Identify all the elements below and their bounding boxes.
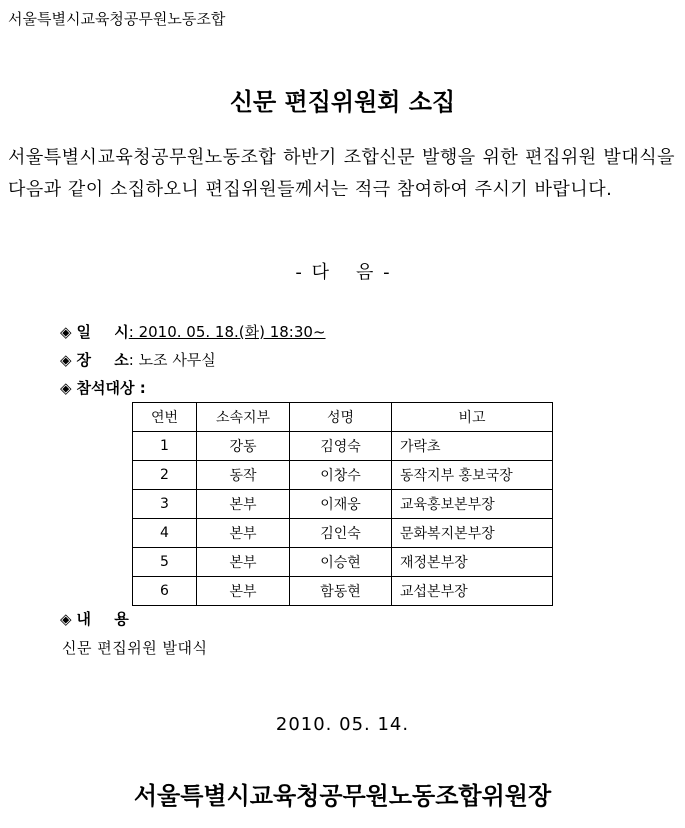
table-row — [133, 577, 553, 606]
table-row — [133, 548, 553, 577]
cell-branch: 본부 — [197, 519, 290, 548]
cell-name: 이창수 — [290, 461, 392, 490]
date-row — [60, 321, 326, 342]
cell-name: 이승현 — [290, 548, 392, 577]
cell-branch: 본부 — [197, 548, 290, 577]
place-row — [60, 349, 216, 370]
diamond-bullet-icon: ◈ — [60, 350, 72, 369]
cell-note: 동작지부 홍보국장 — [392, 461, 553, 490]
cell-note: 교육홍보본부장 — [392, 490, 553, 519]
cell-number: 1 — [133, 432, 197, 461]
document-date: 2010. 05. 14. — [275, 714, 410, 735]
cell-number: 4 — [133, 519, 197, 548]
table-row — [133, 432, 553, 461]
table-row — [133, 490, 553, 519]
diamond-bullet-icon: ◈ — [60, 609, 72, 628]
date-label: 일 시 — [76, 323, 129, 341]
header-branch: 소속지부 — [197, 403, 290, 432]
cell-number: 2 — [133, 461, 197, 490]
organization-header: 서울특별시교육청공무원노동조합 — [8, 10, 226, 28]
cell-branch: 강동 — [197, 432, 290, 461]
table-header-row — [133, 403, 553, 432]
table-row — [133, 461, 553, 490]
cell-note: 문화복지본부장 — [392, 519, 553, 548]
place-label: 장 소 — [76, 351, 129, 369]
cell-note: 가락초 — [392, 432, 553, 461]
diamond-bullet-icon: ◈ — [60, 322, 72, 341]
content-label: 내 용 — [76, 610, 129, 628]
intro-paragraph: 서울특별시교육청공무원노동조합 하반기 조합신문 발행을 위한 편집위원 발대식을 다음과 같이 소집하오니 편집위원들께서는 적극 참여하여 주시기 바랍니다. — [8, 147, 675, 200]
header-name: 성명 — [290, 403, 392, 432]
date-value: : 2010. 05. 18.(화) 18:30~ — [128, 323, 326, 341]
header-note: 비고 — [392, 403, 553, 432]
cell-name: 김영숙 — [290, 432, 392, 461]
document-title: 신문 편집위원회 소집 — [229, 88, 456, 116]
notice-heading — [0, 258, 685, 284]
heading-dash-left: - — [295, 262, 302, 283]
heading-dash-right: - — [383, 262, 390, 283]
cell-branch: 본부 — [197, 490, 290, 519]
signature: 서울특별시교육청공무원노동조합위원장 — [133, 782, 552, 810]
cell-branch: 동작 — [197, 461, 290, 490]
heading-char-2: 음 — [355, 262, 374, 283]
attendees-row — [60, 377, 146, 398]
cell-branch: 본부 — [197, 577, 290, 606]
cell-note: 재정본부장 — [392, 548, 553, 577]
diamond-bullet-icon: ◈ — [60, 378, 72, 397]
attendees-label: 참석대상 : — [76, 379, 146, 397]
cell-name: 함동현 — [290, 577, 392, 606]
table-row — [133, 519, 553, 548]
attendee-table — [132, 402, 553, 606]
heading-char-1: 다 — [311, 262, 330, 283]
place-value: : 노조 사무실 — [128, 351, 216, 369]
content-row — [60, 608, 129, 629]
cell-number: 3 — [133, 490, 197, 519]
cell-name: 김인숙 — [290, 519, 392, 548]
cell-note: 교섭본부장 — [392, 577, 553, 606]
content-text: 신문 편집위원 발대식 — [62, 639, 208, 657]
cell-name: 이재웅 — [290, 490, 392, 519]
header-number: 연번 — [133, 403, 197, 432]
cell-number: 5 — [133, 548, 197, 577]
cell-number: 6 — [133, 577, 197, 606]
